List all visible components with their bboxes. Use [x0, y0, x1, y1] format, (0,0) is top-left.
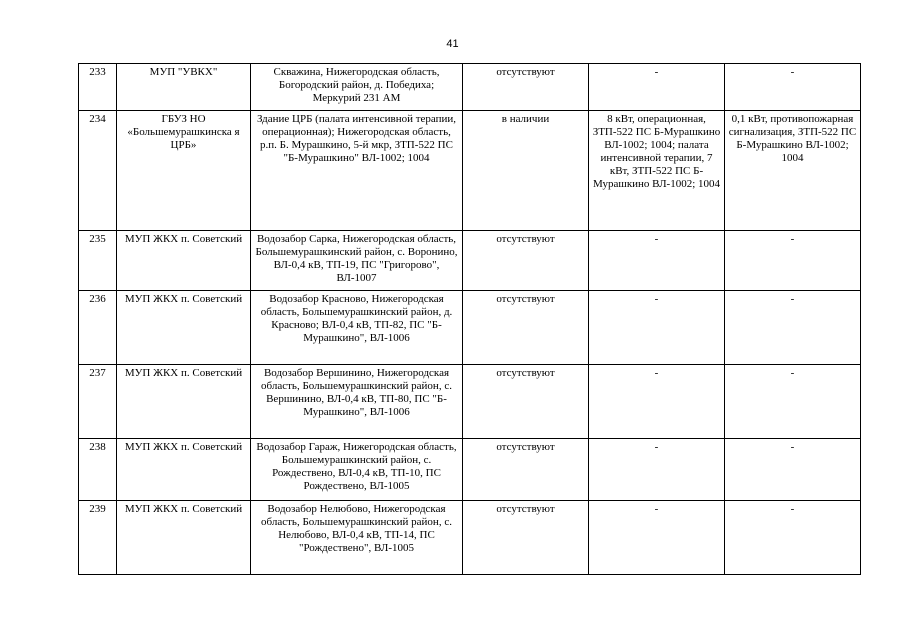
- page-number: 41: [446, 38, 459, 50]
- category2-load-cell: -: [725, 365, 861, 439]
- object-cell: Здание ЦРБ (палата интенсивной терапии, операционная); Нижегородская область, р.п. Б. Мурашкино, 5-й мкр, ЗТП-522 ПС "Б-Мурашкино" ВЛ-1002; 1004: [251, 111, 463, 231]
- category1-load-cell: 8 кВт, операционная, ЗТП-522 ПС Б-Мурашкино ВЛ-1002; 1004; палата интенсивной терапии, 7 кВт, ЗТП-522 ПС Б-Мурашкино ВЛ-1002; 1004: [589, 111, 725, 231]
- backup-source-cell: отсутствуют: [463, 501, 589, 575]
- organization-cell: МУП ЖКХ п. Советский: [117, 365, 251, 439]
- table-row: [79, 439, 861, 501]
- row-number-cell: 233: [79, 64, 117, 111]
- category1-load-cell: -: [589, 231, 725, 291]
- row-number-cell: 239: [79, 501, 117, 575]
- backup-source-cell: отсутствуют: [463, 64, 589, 111]
- category2-load-cell: -: [725, 501, 861, 575]
- table-row: [79, 231, 861, 291]
- organization-cell: МУП ЖКХ п. Советский: [117, 501, 251, 575]
- category2-load-cell: -: [725, 64, 861, 111]
- backup-source-cell: отсутствуют: [463, 365, 589, 439]
- category1-load-cell: -: [589, 64, 725, 111]
- row-number-cell: 236: [79, 291, 117, 365]
- table-row: [79, 365, 861, 439]
- table-row: [79, 291, 861, 365]
- organization-cell: МУП "УВКХ": [117, 64, 251, 111]
- category1-load-cell: -: [589, 291, 725, 365]
- row-number-cell: 238: [79, 439, 117, 501]
- category2-load-cell: -: [725, 291, 861, 365]
- object-cell: Скважина, Нижегородская область, Богородский район, д. Победиха; Меркурий 231 АМ: [251, 64, 463, 111]
- row-number-cell: 235: [79, 231, 117, 291]
- object-cell: Водозабор Сарка, Нижегородская область, Большемурашкинский район, с. Воронино, ВЛ-0,4 кВ, ТП-19, ПС "Григорово", ВЛ-1007: [251, 231, 463, 291]
- object-cell: Водозабор Нелюбово, Нижегородская область, Большемурашкинский район, с. Нелюбово, ВЛ-0,4 кВ, ТП-14, ПС "Рождествено", ВЛ-1005: [251, 501, 463, 575]
- category1-load-cell: -: [589, 501, 725, 575]
- table-row: [79, 501, 861, 575]
- table-row: [79, 64, 861, 111]
- organization-cell: МУП ЖКХ п. Советский: [117, 231, 251, 291]
- registry-table: [78, 63, 861, 575]
- row-number-cell: 234: [79, 111, 117, 231]
- backup-source-cell: в наличии: [463, 111, 589, 231]
- category1-load-cell: -: [589, 365, 725, 439]
- row-number-cell: 237: [79, 365, 117, 439]
- backup-source-cell: отсутствуют: [463, 439, 589, 501]
- backup-source-cell: отсутствуют: [463, 291, 589, 365]
- organization-cell: МУП ЖКХ п. Советский: [117, 439, 251, 501]
- object-cell: Водозабор Вершинино, Нижегородская область, Большемурашкинский район, с. Вершинино, ВЛ-0,4 кВ, ТП-80, ПС "Б-Мурашкино", ВЛ-1006: [251, 365, 463, 439]
- table-row: [79, 111, 861, 231]
- organization-cell: МУП ЖКХ п. Советский: [117, 291, 251, 365]
- category2-load-cell: 0,1 кВт, противопожарная сигнализация, ЗТП-522 ПС Б-Мурашкино ВЛ-1002; 1004: [725, 111, 861, 231]
- category2-load-cell: -: [725, 439, 861, 501]
- backup-source-cell: отсутствуют: [463, 231, 589, 291]
- organization-cell: ГБУЗ НО «Большемурашкинска я ЦРБ»: [117, 111, 251, 231]
- category2-load-cell: -: [725, 231, 861, 291]
- object-cell: Водозабор Гараж, Нижегородская область, Большемурашкинский район, с. Рождествено, ВЛ-0,4 кВ, ТП-10, ПС Рождествено, ВЛ-1005: [251, 439, 463, 501]
- category1-load-cell: -: [589, 439, 725, 501]
- object-cell: Водозабор Красново, Нижегородская область, Большемурашкинский район, д. Красново; ВЛ-0,4 кВ, ТП-82, ПС "Б-Мурашкино", ВЛ-1006: [251, 291, 463, 365]
